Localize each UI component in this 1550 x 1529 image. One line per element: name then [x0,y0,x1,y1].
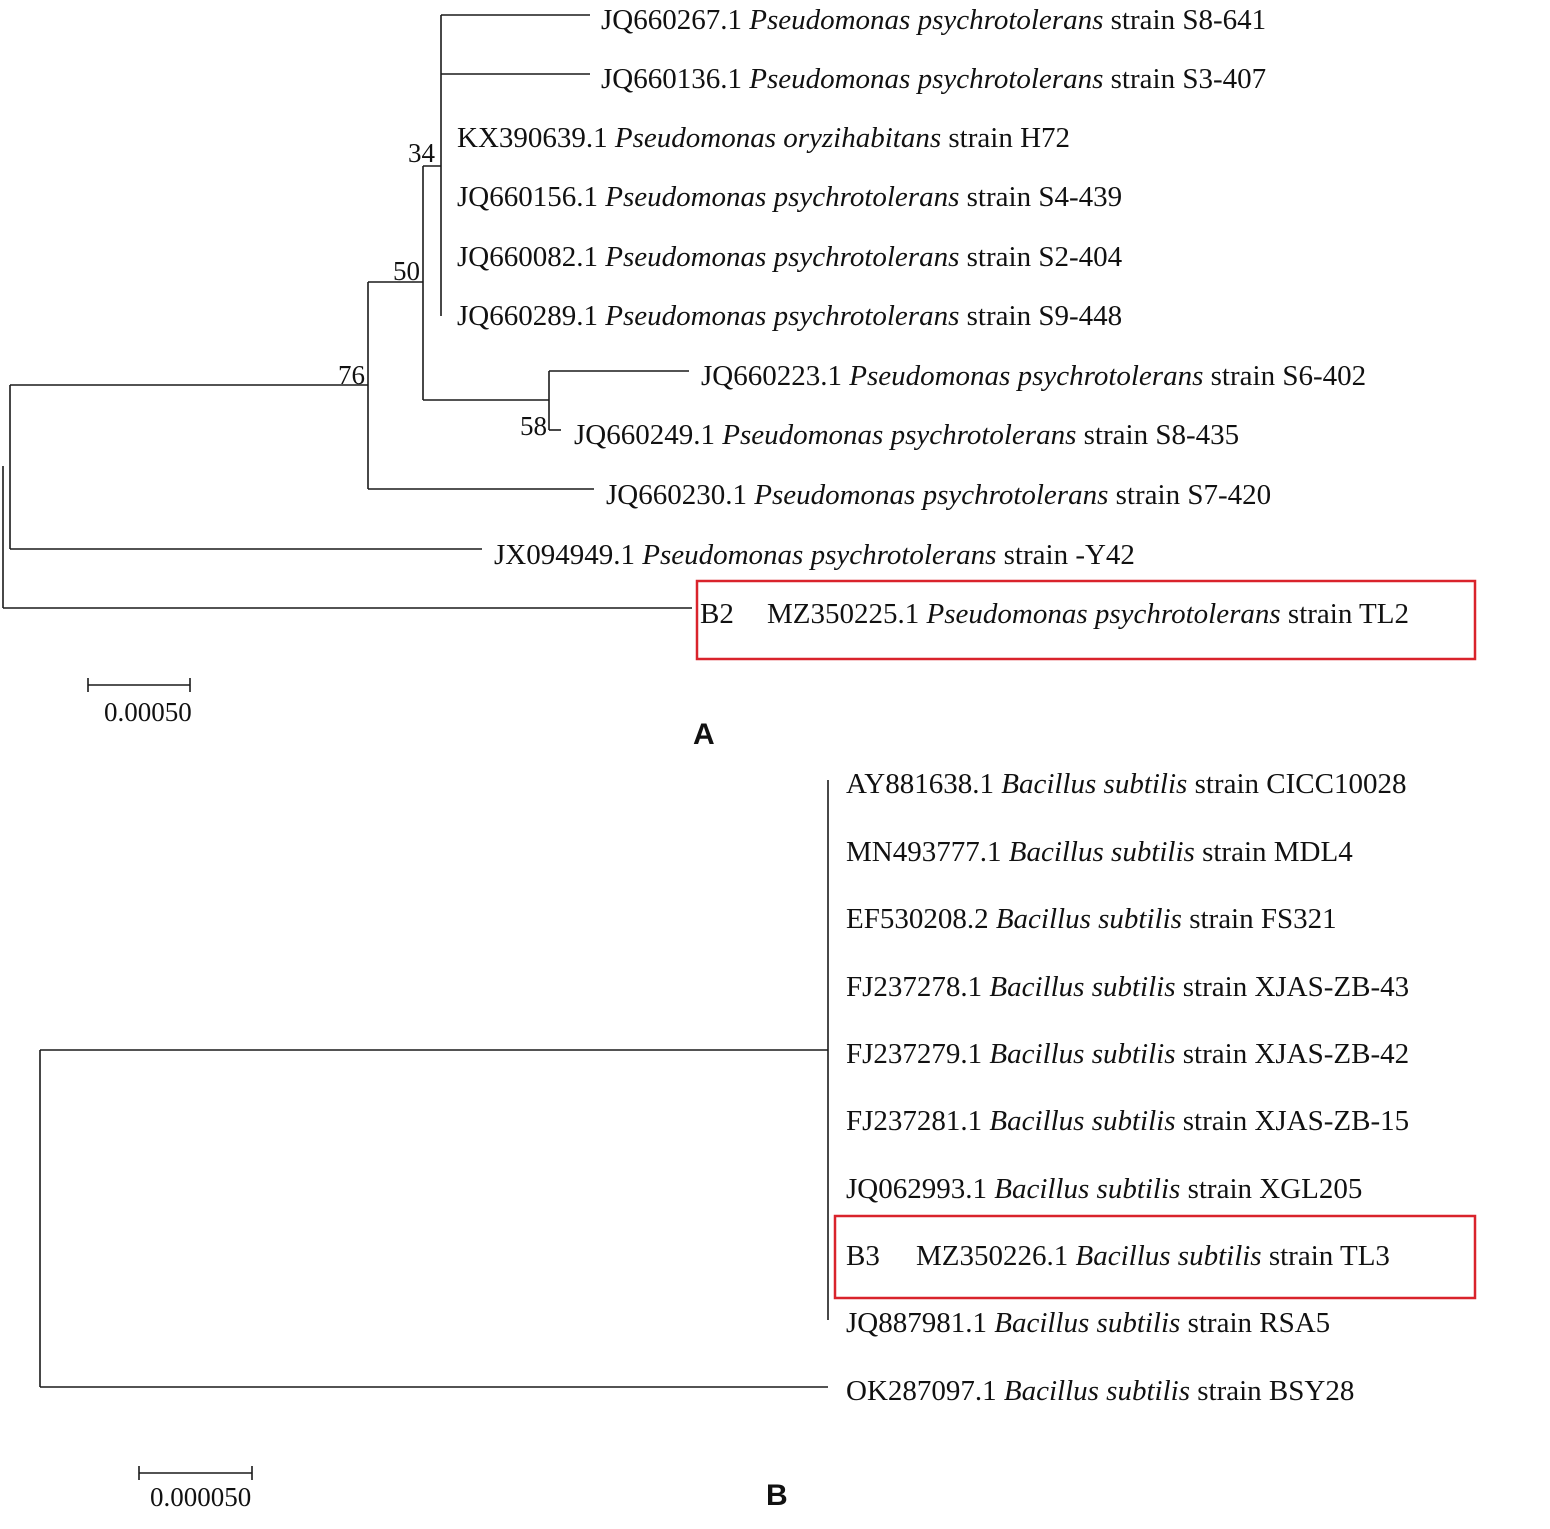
bootstrap-34: 34 [408,138,435,168]
bootstrap-76: 76 [338,360,365,390]
leaf-label: JQ660249.1 Pseudomonas psychrotolerans strain S8-435 [574,419,1240,451]
scale-label-a: 0.00050 [104,697,192,727]
leaf-label: JQ660289.1 Pseudomonas psychrotolerans strain S9-448 [457,300,1123,332]
tree-b-branches [40,780,828,1387]
leaf-label: JQ062993.1 Bacillus subtilis strain XGL205 [846,1173,1363,1205]
bootstrap-50: 50 [393,256,420,286]
leaf-label: FJ237278.1 Bacillus subtilis strain XJAS-ZB-43 [846,971,1410,1003]
leaf-label: AY881638.1 Bacillus subtilis strain CICC10028 [846,768,1407,800]
leaf-label: JQ887981.1 Bacillus subtilis strain RSA5 [846,1307,1331,1339]
leaf-label: FJ237279.1 Bacillus subtilis strain XJAS-ZB-42 [846,1038,1410,1070]
tree-b [40,768,1475,1512]
leaf-label: JQ660230.1 Pseudomonas psychrotolerans strain S7-420 [606,479,1272,511]
panel-label-b: B [766,1479,788,1512]
leaf-label: JQ660267.1 Pseudomonas psychrotolerans strain S8-641 [601,4,1267,36]
leaf-label: KX390639.1 Pseudomonas oryzihabitans strain H72 [457,122,1071,154]
leaf-label: FJ237281.1 Bacillus subtilis strain XJAS-ZB-15 [846,1105,1410,1137]
panel-label-a: A [693,718,715,751]
scale-label-b: 0.000050 [150,1482,252,1512]
scale-bar-b [139,1466,252,1512]
leaf-label: MN493777.1 Bacillus subtilis strain MDL4 [846,836,1353,868]
leaf-label: JX094949.1 Pseudomonas psychrotolerans strain -Y42 [494,539,1135,571]
leaf-label-highlighted: B3 MZ350226.1 Bacillus subtilis strain TL3 [846,1240,1390,1272]
tree-a [3,4,1475,751]
leaf-label: JQ660082.1 Pseudomonas psychrotolerans strain S2-404 [457,241,1123,273]
leaf-label: EF530208.2 Bacillus subtilis strain FS321 [846,903,1337,935]
leaf-label: JQ660136.1 Pseudomonas psychrotolerans strain S3-407 [601,63,1267,95]
leaf-label: JQ660156.1 Pseudomonas psychrotolerans strain S4-439 [457,181,1123,213]
bootstrap-58: 58 [520,411,547,441]
scale-bar-a [88,678,192,727]
leaf-label: OK287097.1 Bacillus subtilis strain BSY28 [846,1375,1355,1407]
leaf-label-highlighted: B2 MZ350225.1 Pseudomonas psychrotolerans strain TL2 [700,598,1409,630]
leaf-label: JQ660223.1 Pseudomonas psychrotolerans strain S6-402 [701,360,1367,392]
